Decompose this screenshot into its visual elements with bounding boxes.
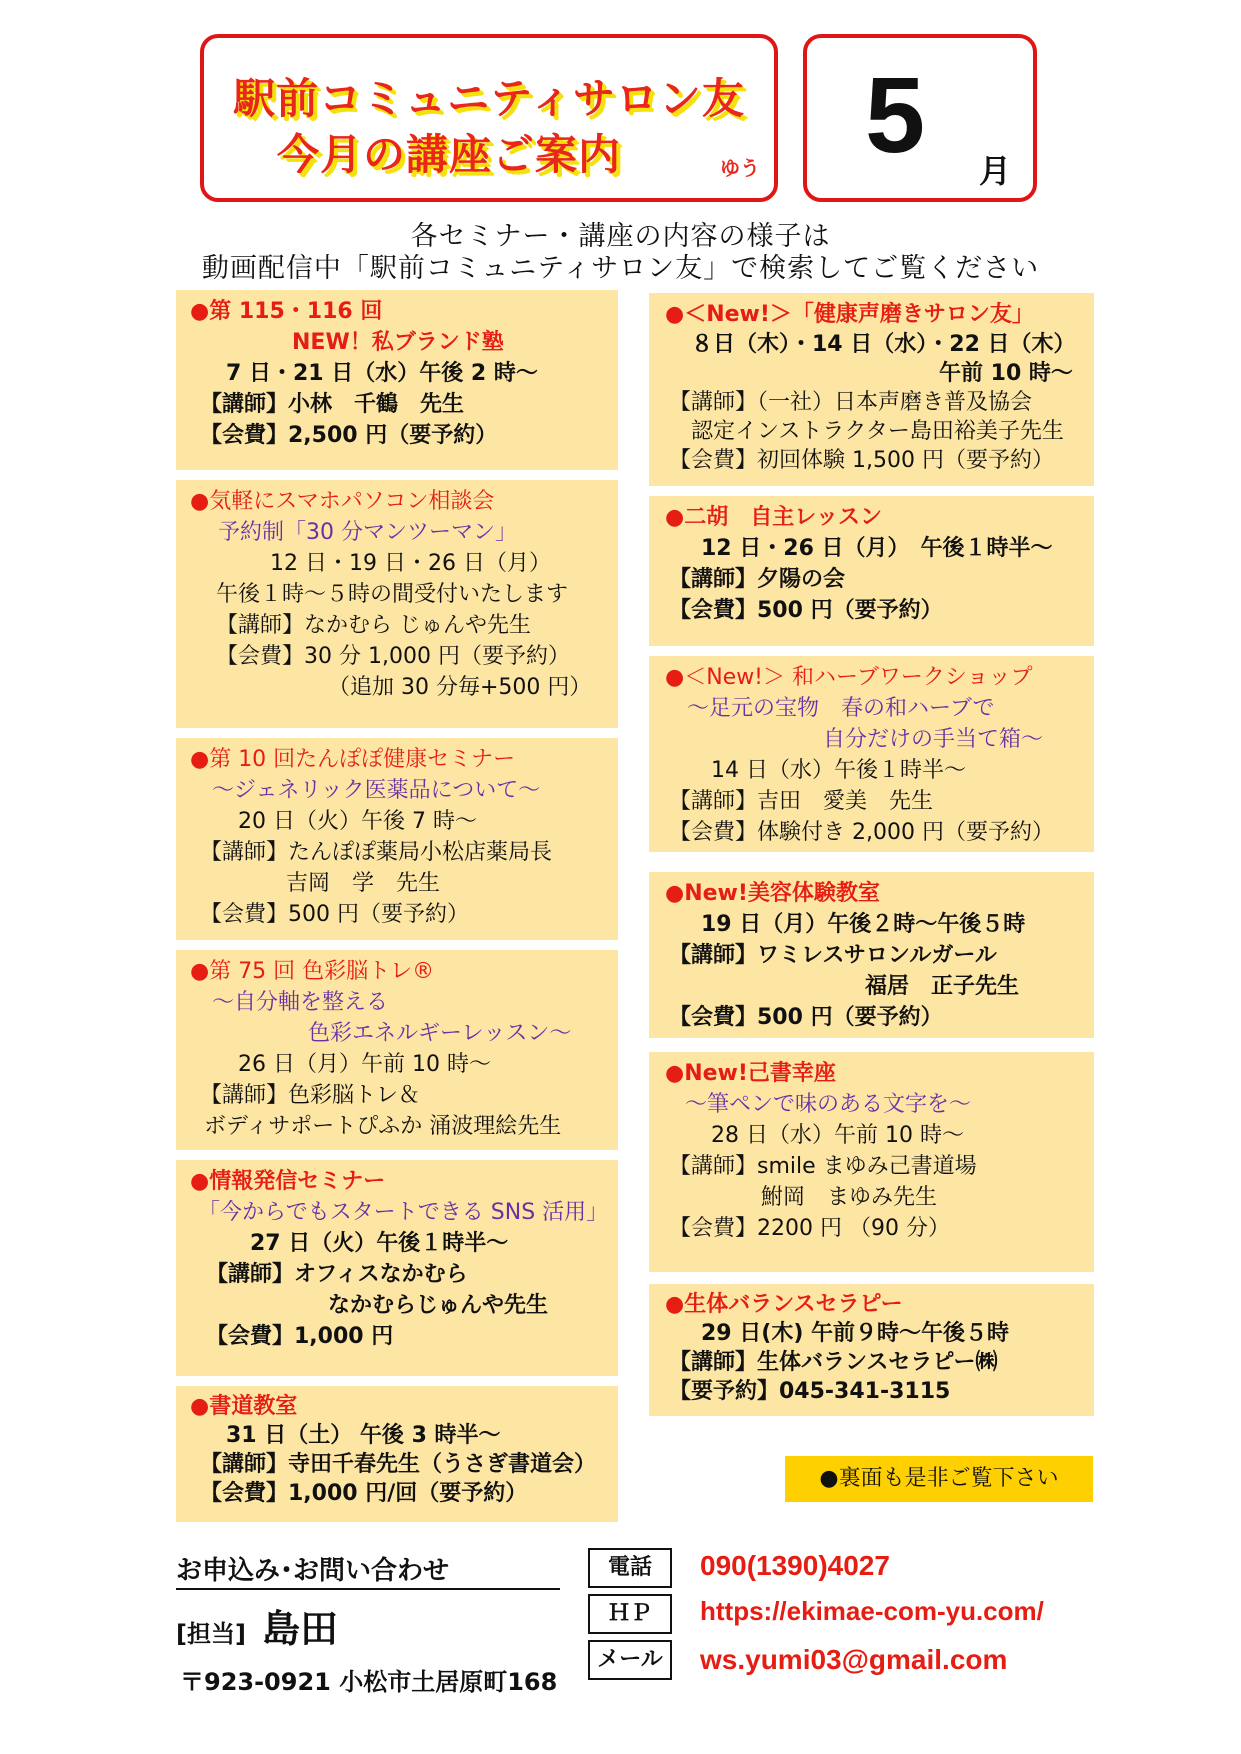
event-teacher-name: 認定インストラクター島田裕美子先生 [691, 419, 1064, 444]
event-card-calligraphy [176, 1386, 618, 1522]
homepage-link[interactable]: https://ekimae-com-yu.com/ [700, 1596, 1044, 1626]
event-subtitle-1: ～足元の宝物 春の和ハーブで [687, 696, 995, 721]
title-line-2: 今月の講座ご案内 [276, 130, 621, 179]
event-card-info-seminar [176, 1160, 618, 1376]
event-date: 31 日（土） 午後 3 時半～ [226, 1423, 501, 1448]
event-title: ●＜New!＞ 和ハーブワークショップ [665, 665, 1033, 690]
event-teacher: 【講師】（一社）日本声磨き普及協会 [669, 390, 1033, 415]
event-title: ●気軽にスマホパソコン相談会 [190, 489, 495, 514]
event-teacher: 【講師】なかむら じゅんや先生 [216, 613, 531, 638]
month-unit: 月 [979, 152, 1012, 190]
mail-label: メール [588, 1640, 672, 1680]
event-fee-extra: （追加 30 分毎+500 円） [328, 675, 592, 700]
event-card-voice-salon [649, 293, 1094, 486]
event-fee: 【会費】2200 円 （90 分） [669, 1216, 950, 1241]
event-teacher-name: 鮒岡 まゆみ先生 [761, 1185, 938, 1210]
event-fee: 【会費】500 円（要予約） [669, 1005, 943, 1030]
event-title: ●＜New!＞「健康声磨きサロン友」 [665, 302, 1034, 327]
intro-line-2: 動画配信中「駅前コミュニティサロン友」で検索してご覧ください [201, 253, 1040, 284]
title-box [200, 34, 778, 202]
hp-label: ＨＰ [588, 1594, 672, 1634]
event-fee: 【会費】1,000 円 [206, 1324, 394, 1349]
person-name: 島田 [262, 1607, 339, 1651]
event-card-brand-juku [176, 290, 618, 470]
event-subtitle: ～筆ペンで味のある文字を～ [685, 1092, 972, 1117]
event-title: ●New!美容体験教室 [665, 881, 880, 906]
event-fee: 【会費】1,000 円/回（要予約） [200, 1481, 528, 1506]
event-fee: 【会費】30 分 1,000 円（要予約） [216, 644, 570, 669]
event-subtitle: 「今からでもスタートできる SNS 活用」 [198, 1200, 609, 1225]
event-date: 26 日（月）午前 10 時～ [238, 1052, 491, 1077]
event-card-color-brain [176, 950, 618, 1150]
back-side-note: ●裏面も是非ご覧下さい [785, 1456, 1093, 1502]
event-time: 午後１時～５時の間受付いたします [216, 582, 569, 607]
event-fee: 【会費】500 円（要予約） [200, 902, 469, 927]
title-ruby: ゆう [720, 156, 760, 180]
event-teacher: 【講師】たんぽぽ薬局小松店薬局長 [200, 840, 553, 865]
event-teacher: 【講師】小林 千鶴 先生 [200, 392, 465, 417]
event-teacher: 【講師】吉田 愛美 先生 [669, 789, 934, 814]
event-card-smartphone-consult [176, 480, 618, 728]
event-date: 12 日・26 日（月） 午後１時半～ [701, 536, 1053, 561]
event-subtitle-2: 色彩エネルギーレッスン～ [308, 1021, 572, 1046]
phone-label: 電話 [588, 1548, 672, 1588]
person-label: [担当] [176, 1620, 246, 1648]
event-teacher: 【講師】オフィスなかむら [206, 1262, 468, 1287]
event-date: ８日（木）・14 日（水）・22 日（木） [691, 332, 1076, 357]
event-subtitle: NEW！私ブランド塾 [292, 330, 504, 355]
event-title: ●生体バランスセラピー [665, 1292, 903, 1317]
event-card-tanpopo-seminar [176, 738, 618, 940]
event-fee: 【会費】初回体験 1,500 円（要予約） [669, 448, 1054, 473]
phone-number[interactable]: 090(1390)4027 [700, 1550, 890, 1581]
event-time: 午前 10 時～ [939, 361, 1073, 386]
event-subtitle: ～ジェネリック医薬品について～ [212, 778, 541, 803]
event-fee: 【会費】体験付き 2,000 円（要予約） [669, 820, 1054, 845]
event-date: 12 日・19 日・26 日（月） [270, 551, 551, 576]
event-teacher-name: なかむらじゅんや先生 [328, 1293, 549, 1318]
event-fee: 【会費】500 円（要予約） [669, 598, 943, 623]
event-title: ●New!己書幸座 [665, 1061, 836, 1086]
month-number: 5 [865, 54, 926, 175]
event-date: 29 日(木) 午前９時～午後５時 [701, 1321, 1010, 1346]
event-title: ●第 10 回たんぽぽ健康セミナー [190, 747, 516, 772]
event-date: 20 日（火）午後 7 時～ [238, 809, 477, 834]
event-fee: 【会費】2,500 円（要予約） [200, 423, 498, 448]
event-date: 14 日（水）午後１時半～ [711, 758, 966, 783]
event-teacher-name: 吉岡 学 先生 [286, 871, 441, 896]
event-title: ●情報発信セミナー [190, 1169, 386, 1194]
event-date: 28 日（水）午前 10 時～ [711, 1123, 964, 1148]
event-date: 19 日（月）午後２時～午後５時 [701, 912, 1026, 937]
intro-line-1: 各セミナー・講座の内容の様子は [410, 221, 831, 252]
address: 〒923-0921 小松市土居原町168 [180, 1668, 558, 1696]
month-box [803, 34, 1037, 202]
contact-divider [176, 1588, 560, 1590]
event-teacher: 【講師】色彩脳トレ＆ [200, 1083, 421, 1108]
event-card-beauty [649, 872, 1094, 1038]
event-date: 7 日・21 日（水）午後 2 時～ [226, 361, 538, 386]
event-teacher: 【講師】寺田千春先生（うさぎ書道会） [200, 1452, 597, 1477]
event-date: 27 日（火）午後１時半～ [250, 1231, 509, 1256]
title-line-1: 駅前コミュニティサロン友 [233, 74, 745, 123]
event-subtitle-1: ～自分軸を整える [212, 990, 389, 1015]
event-title: ●二胡 自主レッスン [665, 505, 882, 530]
event-card-erhu [649, 496, 1094, 646]
event-teacher: 【講師】夕陽の会 [669, 567, 846, 592]
event-teacher-name: 福居 正子先生 [865, 974, 1020, 999]
event-card-body-balance [649, 1284, 1094, 1416]
event-card-herb-workshop [649, 656, 1094, 852]
event-teacher: 【講師】生体バランスセラピー㈱ [669, 1350, 998, 1375]
event-title: ●第 75 回 色彩脳トレ® [190, 959, 435, 984]
event-teacher: 【講師】smile まゆみ己書道場 [669, 1154, 977, 1179]
event-title: ●書道教室 [190, 1394, 298, 1419]
contact-title: お申込み･お問い合わせ [176, 1556, 450, 1586]
event-title: ●第 115・116 回 [190, 299, 383, 324]
event-teacher: 【講師】ワミレスサロンルガール [669, 943, 997, 968]
event-subtitle-2: 自分だけの手当て箱～ [823, 727, 1044, 752]
event-reservation: 【要予約】045-341-3115 [669, 1379, 951, 1404]
event-card-koshokou [649, 1052, 1094, 1272]
event-subtitle: 予約制「30 分マンツーマン」 [218, 520, 517, 545]
event-teacher-name: ボディサポートぴふか 涌波理絵先生 [204, 1114, 562, 1139]
email-link[interactable]: ws.yumi03@gmail.com [700, 1644, 1008, 1675]
